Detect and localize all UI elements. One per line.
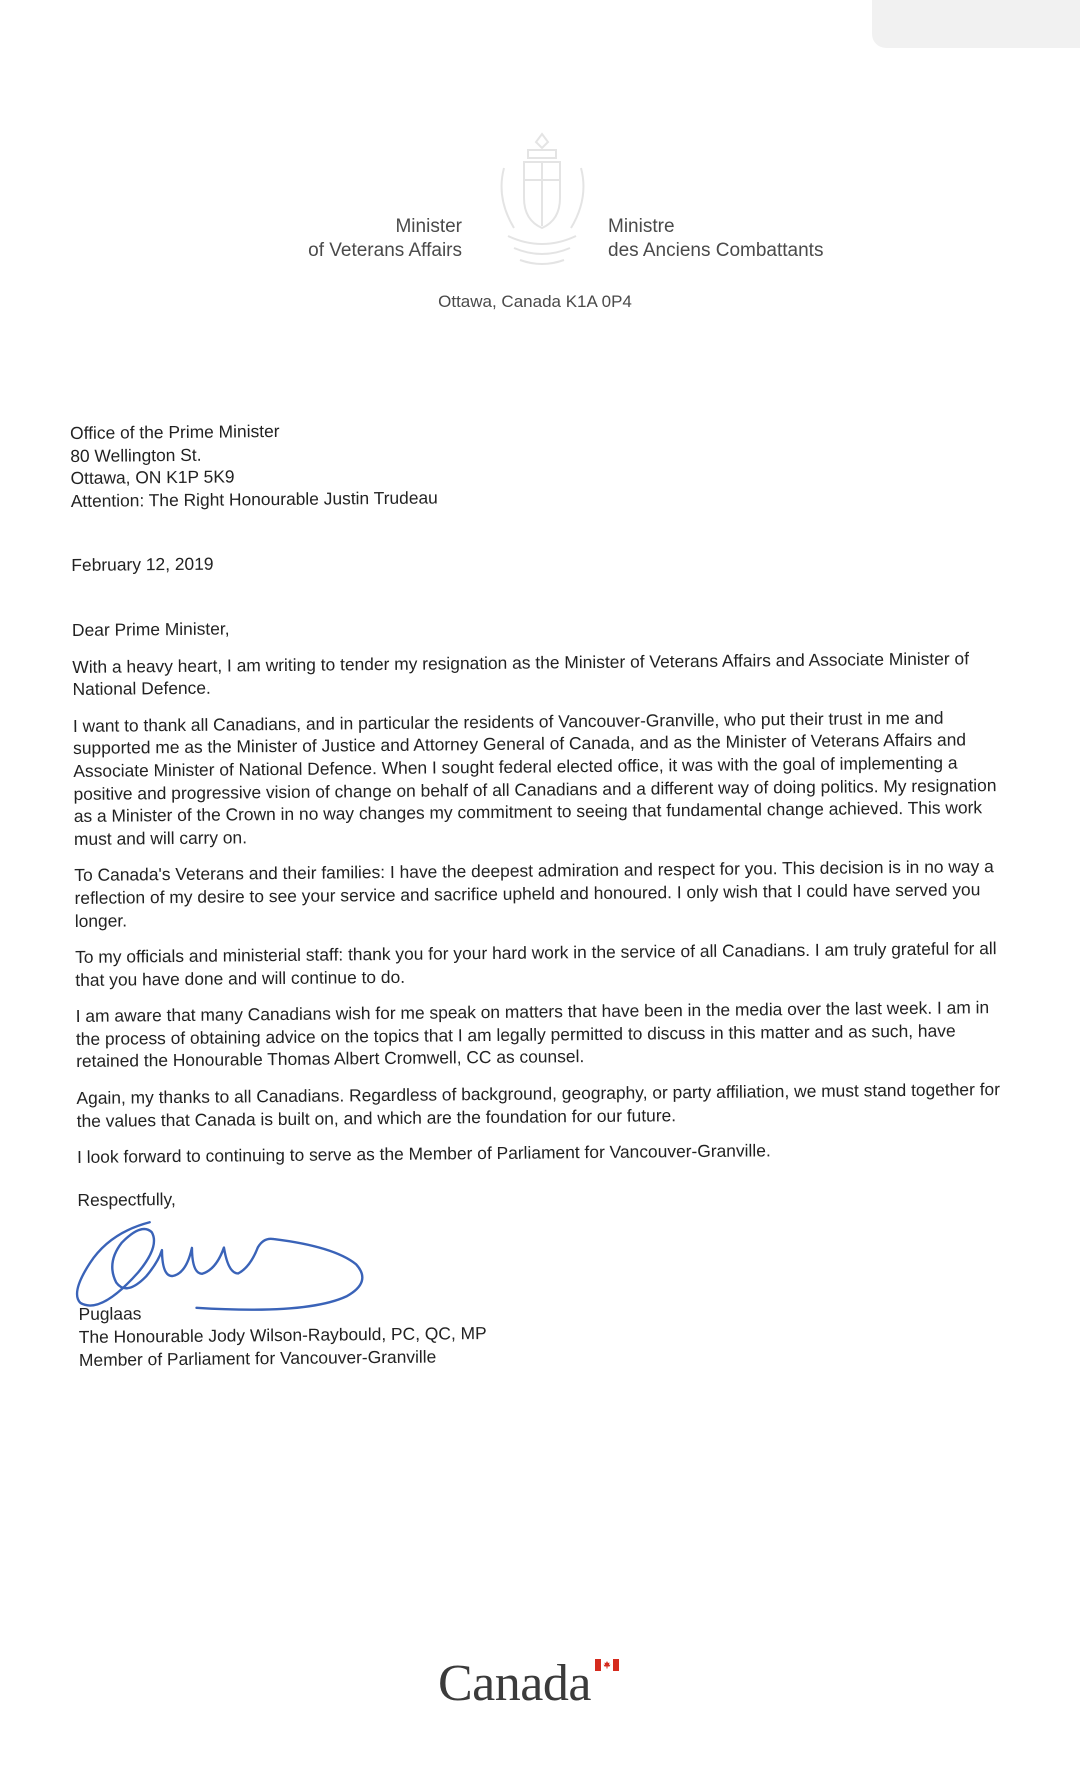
signer-title: Member of Parliament for Vancouver-Granville [78,1346,437,1370]
department-fr-line2: des Anciens Combattants [608,240,824,261]
department-en-line1: Minister [395,216,462,237]
paragraph-values: Again, my thanks to all Canadians. Regardless of background, geography, or party affiliation, we must stand together for the values that Canada is built on, and which are the foundation for our future. [76,1079,1001,1131]
recipient-block [70,413,1007,512]
paragraph-counsel: I am aware that many Canadians wish for me speak on matters that have been in the media over the last week. I am in the process of obtaining advice on the topics that I am legally permitted to discuss in this matter and as such, have retained the Honourable Thomas Albert Cromwell, CC as counsel. [75,997,990,1072]
department-name-english [240,215,462,263]
signer-indigenous-name: Puglaas [78,1303,142,1325]
paragraph-thanks: I want to thank all Canadians, and in particular the residents of Vancouver-Granville, who put their trust in me and supported me as the Minister of Justice and Attorney General of Canada, and as the Minister of Veterans Affairs and Associate Minister of National Defence. When I sought federal elected office, it was with the goal of implementing a positive and progressive vision of change on behalf of all Canadians and a different way of doing politics. My resignation as a Minister of the Crown in no way changes my commitment to seeing that fundamental change achieved. This work must and will carry on. [72,707,997,849]
department-address: Ottawa, Canada K1A 0P4 [438,292,632,311]
department-name-french [608,215,908,263]
coat-of-arms-icon [490,128,595,278]
paragraph-staff: To my officials and ministerial staff: thank you for your hard work in the service of all Canadians. I am truly grateful for all that you have done and will continue to do. [75,938,997,990]
canada-wordmark [438,1655,638,1715]
signature-area [78,1202,1015,1303]
letter-body [70,413,1015,1371]
recipient-line-street: 80 Wellington St. [70,444,202,466]
department-en-line2: of Veterans Affairs [308,240,462,261]
canada-flag-icon [595,1659,619,1671]
signer-name: The Honourable Jody Wilson-Raybould, PC, QC, MP [78,1323,487,1347]
paragraph-continue: I look forward to continuing to serve as the Member of Parliament for Vancouver-Granville. [76,1140,771,1168]
paragraph-resignation: With a heavy heart, I am writing to tender my resignation as the Minister of Veterans Affairs and Associate Minister of National Defence. [72,647,970,700]
recipient-line-attention: Attention: The Right Honourable Justin Trudeau [70,487,438,511]
salutation: Dear Prime Minister, [71,618,230,640]
department-fr-line1: Ministre [608,216,675,237]
letter-date: February 12, 2019 [71,554,214,576]
paragraph-veterans: To Canada's Veterans and their families: I have the deepest admiration and respect for you. This decision is in no way a reflection of my desire to see your service and sacrifice upheld and honoured. I only wish that I could have served you longer. [74,856,994,931]
closing: Respectfully, [77,1188,176,1210]
recipient-line-city: Ottawa, ON K1P 5K9 [70,466,235,489]
canada-wordmark-text: Canada [438,1655,591,1712]
recipient-line-office: Office of the Prime Minister [70,420,280,443]
handwritten-signature [40,1200,421,1324]
corner-tab [872,0,1080,48]
